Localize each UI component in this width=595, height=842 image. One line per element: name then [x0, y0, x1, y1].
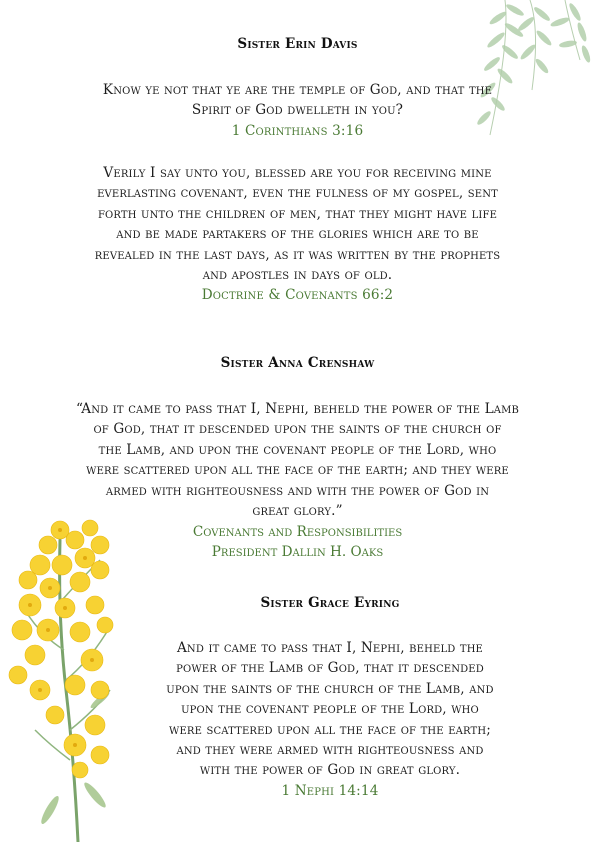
- verse-block: [130, 638, 530, 801]
- verse-block: [0, 80, 595, 141]
- scripture-reference: 1 Nephi 14:14: [281, 782, 379, 799]
- verse-line: Know ye not that ye are the temple of God, and that the: [102, 82, 493, 98]
- verse-line: “And it came to pass that I, Nephi, beheld the power of the Lamb: [75, 401, 520, 417]
- reference-block: [0, 522, 595, 563]
- talk-title-reference: Covenants and Responsibilities: [192, 524, 403, 540]
- scripture-reference: Doctrine & Covenants 66:2: [201, 287, 394, 304]
- verse-line: and be made partakers of the glories which are to be: [116, 226, 479, 243]
- verse-line: of God, that it descended upon the saints of the church of: [93, 421, 502, 438]
- section-name: Sister Anna Crenshaw: [220, 355, 375, 371]
- section-anna-crenshaw: [0, 355, 595, 371]
- verse-line: and apostles in days of old.: [202, 267, 393, 284]
- verse-line: upon the covenant people of the Lord, who: [181, 701, 479, 718]
- verse-line: forth unto the children of men, that they might have life: [97, 205, 498, 222]
- verse-block: [0, 163, 595, 306]
- verse-line: were scattered upon all the face of the earth; and they were: [86, 462, 509, 479]
- speaker-reference: President Dallin H. Oaks: [211, 544, 384, 561]
- verse-line: the Lamb, and upon the covenant people of the Lord, who: [98, 441, 497, 458]
- section-grace-eyring: [130, 595, 530, 611]
- verse-line: upon the saints of the church of the Lamb, and: [166, 680, 494, 697]
- verse-line: Verily I say unto you, blessed are you for receiving mine: [103, 165, 492, 181]
- verse-line: And it came to pass that I, Nephi, beheld the: [176, 640, 484, 656]
- verse-line: everlasting covenant, even the fulness of my gospel, sent: [97, 185, 498, 202]
- verse-line: with the power of God in great glory.: [199, 762, 461, 779]
- section-name: Sister Grace Eyring: [260, 595, 400, 611]
- section-erin-davis: [0, 36, 595, 52]
- section-name: Sister Erin Davis: [237, 36, 358, 52]
- verse-line: were scattered upon all the face of the earth;: [169, 721, 491, 738]
- scripture-reference: 1 Corinthians 3:16: [231, 122, 364, 139]
- verse-line: power of the Lamb of God, that it descended: [176, 660, 484, 677]
- verse-line: great glory.”: [252, 503, 343, 520]
- verse-line: armed with righteousness and with the power of God in: [105, 482, 490, 499]
- verse-line: revealed in the last days, as it was written by the prophets: [94, 246, 501, 263]
- verse-block: [0, 399, 595, 521]
- verse-line: Spirit of God dwelleth in you?: [191, 102, 404, 119]
- verse-line: and they were armed with righteousness and: [176, 742, 484, 759]
